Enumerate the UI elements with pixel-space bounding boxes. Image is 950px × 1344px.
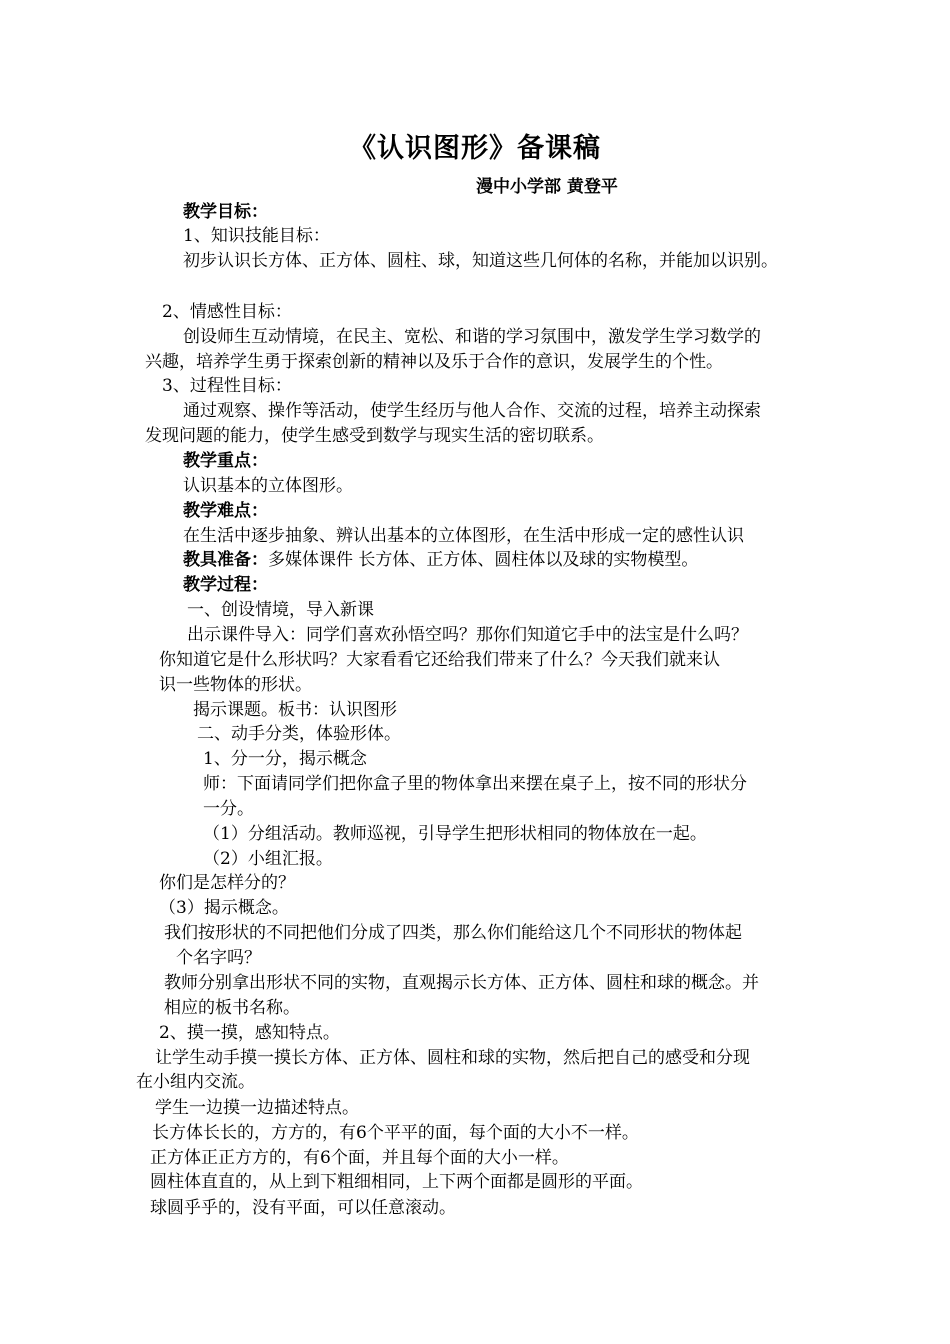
step-1-heading: 一、创设情境，导入新课: [187, 600, 374, 620]
author-line: 漫中小学部 黄登平: [476, 177, 618, 197]
activity-2-line: （2）小组汇报。: [203, 849, 333, 869]
concept-text-line: 我们按形状的不同把他们分成了四类，那么你们能给这几个不同形状的物体起: [164, 923, 742, 943]
reveal-topic-line: 揭示课题。板书：认识图形: [193, 700, 397, 720]
goal-1-heading: 1、知识技能目标：: [183, 226, 330, 246]
key-points-text: 认识基本的立体图形。: [183, 476, 353, 496]
substep-1-text-line: 一分。: [203, 799, 254, 819]
goal-3-text-line: 通过观察、操作等活动，使学生经历与他人合作、交流的过程，培养主动探索: [183, 401, 761, 421]
cylinder-line: 圆柱体直直的，从上到下粗细相同，上下两个面都是圆形的平面。: [150, 1172, 643, 1192]
substep-2-heading: 2、摸一摸，感知特点。: [159, 1023, 340, 1043]
goal-2-text-line: 兴趣，培养学生勇于探索创新的精神以及乐于合作的意识，发展学生的个性。: [145, 352, 723, 372]
describe-line: 学生一边摸一边描述特点。: [155, 1098, 359, 1118]
goal-1-text: 初步认识长方体、正方体、圆柱、球，知道这些几何体的名称，并能加以识别。: [183, 251, 778, 271]
sphere-line: 球圆乎乎的，没有平面，可以任意滚动。: [150, 1198, 456, 1218]
difficulties-text: 在生活中逐步抽象、辨认出基本的立体图形，在生活中形成一定的感性认识: [183, 526, 744, 546]
activity-1-line: （1）分组活动。教师巡视，引导学生把形状相同的物体放在一起。: [203, 824, 707, 844]
heading-difficulties: 教学难点：: [183, 501, 268, 521]
goal-2-text-line: 创设师生互动情境，在民主、宽松、和谐的学习氛围中，激发学生学习数学的: [183, 327, 761, 347]
question-line: 你们是怎样分的？: [159, 873, 295, 893]
substep-1-text-line: 师：下面请同学们把你盒子里的物体拿出来摆在桌子上，按不同的形状分: [203, 774, 747, 794]
concept-text-line: 相应的板书名称。: [164, 998, 300, 1018]
materials-line: [183, 548, 698, 572]
step-1-text-line: 出示课件导入：同学们喜欢孙悟空吗？那你们知道它手中的法宝是什么吗？: [187, 625, 748, 645]
substep-1-heading: 1、分一分，揭示概念: [203, 749, 367, 769]
heading-key-points: 教学重点：: [183, 451, 268, 471]
cube-line: 正方体正正方方的，有6个面，并且每个面的大小一样。: [150, 1148, 569, 1168]
activity-3-line: （3）揭示概念。: [159, 898, 289, 918]
touch-text-line: 让学生动手摸一摸长方体、正方体、圆柱和球的实物，然后把自己的感受和分现: [155, 1048, 750, 1068]
materials-text: 多媒体课件 长方体、正方体、圆柱体以及球的实物模型。: [268, 550, 699, 570]
document-title: 《认识图形》备课稿: [349, 133, 601, 164]
concept-text-line: 教师分别拿出形状不同的实物，直观揭示长方体、正方体、圆柱和球的概念。并: [164, 973, 759, 993]
goal-3-heading: 3、过程性目标：: [162, 376, 292, 396]
step-1-text-line: 你知道它是什么形状吗？大家看看它还给我们带来了什么？今天我们就来认: [159, 650, 720, 670]
goal-3-text-line: 发现问题的能力，使学生感受到数学与现实生活的密切联系。: [145, 426, 604, 446]
step-2-heading: 二、动手分类，体验形体。: [197, 724, 401, 744]
heading-process: 教学过程：: [183, 575, 268, 595]
concept-text-line: 个名字吗？: [176, 948, 261, 968]
heading-materials: 教具准备：: [183, 550, 268, 570]
goal-2-heading: 2、情感性目标：: [162, 302, 292, 322]
step-1-text-line: 识一些物体的形状。: [159, 675, 312, 695]
touch-text-line: 在小组内交流。: [136, 1072, 255, 1092]
cuboid-line: 长方体长长的，方方的，有6个平平的面，每个面的大小不一样。: [152, 1123, 639, 1143]
heading-teaching-goals: 教学目标：: [183, 202, 268, 222]
